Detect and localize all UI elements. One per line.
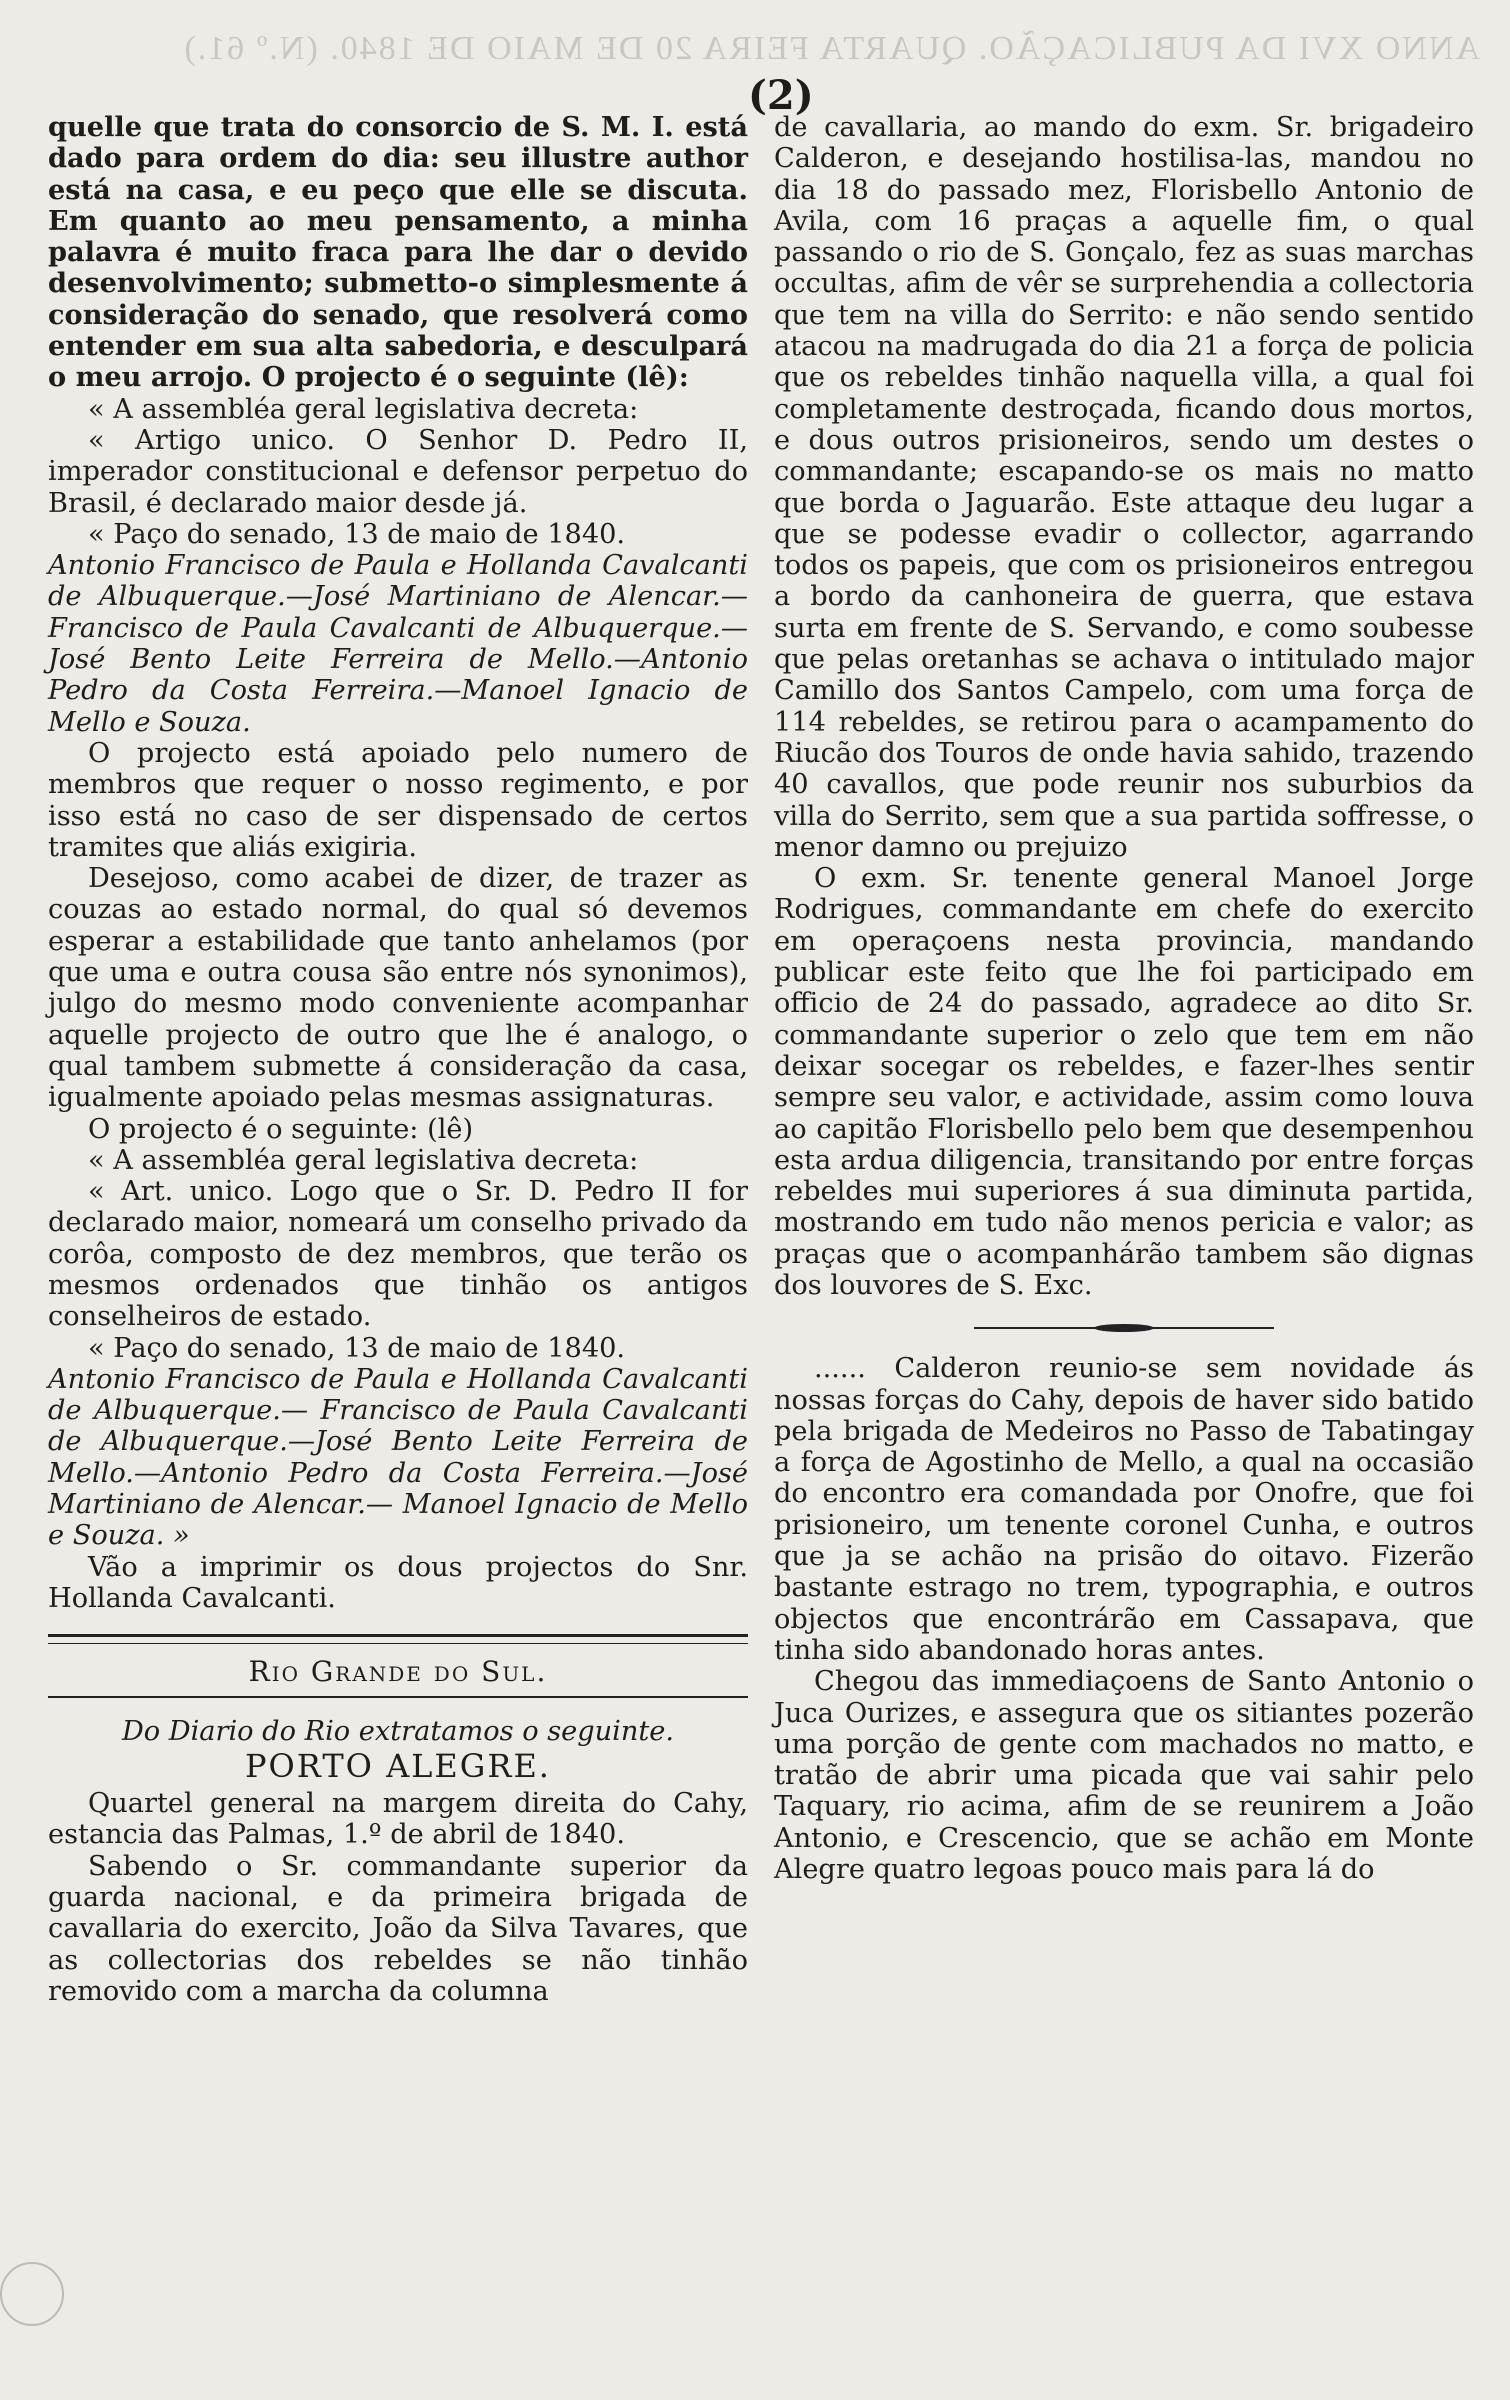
section-divider (48, 1634, 748, 1644)
paragraph: Chegou das immediaçoens de Santo Antonio o Juca Ourizes, e assegura que os sitiantes pozerão uma porção de gente com machados no matto, e tratão de abrir uma picada que vai sahir pelo Taquary, rio acima, afim de se reunirem a João Antonio, e Crescencio, que se achão em Monte Alegre quatro legoas pouco mais para lá do (774, 1666, 1474, 1886)
paragraph: Vão a imprimir os dous projectos do Snr. Hollanda Cavalcanti. (48, 1551, 748, 1614)
ornamental-divider (974, 1327, 1274, 1329)
source-line: Do Diario do Rio extratamos o seguinte. (121, 1715, 675, 1747)
right-column (774, 112, 1474, 1885)
paragraph: de cavallaria, ao mando do exm. Sr. brigadeiro Calderon, e desejando hostilisa-las, mandou no dia 18 do passado mez, Florisbello Antonio de Avila, com 16 praças a aquelle fim, o qual passando o rio de S. Gonçalo, fez as suas marchas occultas, afim de vêr se surprehendia a collectoria que tem na villa do Serrito: e não sendo sentido atacou na madrugada do dia 21 a força de policia que os rebeldes tinhão naquella villa, a qual foi completamente destroçada, ficando dous mortos, e dous outros prisioneiros, sendo um destes o commandante; escapando-se os mais no matto que borda o Jaguarão. Este attaque deu lugar a que se podesse evadir o collector, agarrando todos os papeis, que com os prisioneiros entregou a bordo da canhoneira de guerra, que estava surta em frente de S. Servando, e como soubesse que pelas oretanhas se achava o intitulado major Camillo dos Santos Campelo, com uma força de 114 rebeldes, se retirou para o acampamento do Riucão dos Touros de onde havia sahido, trazendo 40 cavallos, que pode reunir nos suburbios da villa do Serrito, sem que a sua partida soffresse, o menor damno ou prejuizo (774, 112, 1474, 863)
page-number: (2) (748, 72, 814, 119)
section-divider (48, 1696, 748, 1698)
paragraph: ...... Calderon reunio-se sem novidade ás nossas forças do Cahy, depois de haver sido batido pela brigada de Medeiros no Passo de Tabatingay a força de Agostinho de Mello, a qual na occasião do encontro era comandada por Onofre, que foi prisioneiro, um tenente coronel Cunha, e outros que ja se achão na prisão do oitavo. Fizerão bastante estrago no trem, typographia, e outros objectos que encontrárão em Cassapava, que tinha sido abandonado horas antes. (774, 1353, 1474, 1666)
dateline: Quartel general na margem direita do Cahy, estancia das Palmas, 1.º de abril de 1840. (48, 1788, 748, 1851)
decree-date: « Paço do senado, 13 de maio de 1840. (88, 1332, 626, 1364)
signatories: Antonio Francisco de Paula e Hollanda Cavalcanti de Albuquerque.— Francisco de Paula Cavalcanti de Albuquerque.—José Bento Leite Ferreira de Mello.—Antonio Pedro da Costa Ferreira.—José Martiniano de Alencar.— Manoel Ignacio de Mello e Souza. » (48, 1363, 748, 1552)
paragraph: O projecto está apoiado pelo numero de membros que requer o nosso regimento, e por isso está no caso de ser dispensado de certos tramites que aliás exigiria. (48, 737, 748, 863)
city-heading: PORTO ALEGRE. (245, 1746, 551, 1785)
paragraph: Sabendo o Sr. commandante superior da guarda nacional, e da primeira brigada de cavallaria do exercito, João da Silva Tavares, que as collectorias dos rebeldes se não tinhão removido com a marcha da columna (48, 1850, 748, 2007)
decree-opening: « A assembléa geral legislativa decreta: (88, 1144, 639, 1176)
decree-date: « Paço do senado, 13 de maio de 1840. (88, 518, 626, 550)
paper-stain (0, 2262, 64, 2326)
decree-opening: « A assembléa geral legislativa decreta: (88, 393, 639, 425)
paragraph: O exm. Sr. tenente general Manoel Jorge Rodrigues, commandante em chefe do exercito em operaçoens nesta provincia, mandando publicar este feito que lhe foi participado em officio de 24 do passado, agradece ao dito Sr. commandante superior o zelo que tem em não deixar socegar os rebeldes, e fazer-lhes sentir sempre seu valor, e actividade, assim como louva ao capitão Florisbello pelo bem que desempenhou esta ardua diligencia, transitando por entre forças rebeldes mui superiores á sua diminuta partida, mostrando em tudo não menos pericia e valor; as praças que o acompanhárão tambem são dignas dos louvores de S. Exc. (774, 863, 1474, 1301)
bleed-through-header: ANNO XVI DA PUBLICAÇÃO. QUARTA FEIRA 20 DE MAIO DE 1840. (N.º 61.) (182, 30, 1480, 67)
decree-article: « Artigo unico. O Senhor D. Pedro II, imperador constitucional e defensor perpetuo do Brasil, é declarado maior desde já. (48, 424, 748, 519)
decree-article: « Art. unico. Logo que o Sr. D. Pedro II for declarado maior, nomeará um conselho privado da corôa, composto de dez membros, que terão os mesmos ordenados que tinhão os antigos conselheiros de estado. (48, 1176, 748, 1333)
paragraph: quelle que trata do consorcio de S. M. I. está dado para ordem do dia: seu illustre author está na casa, e eu peço que elle se discuta. Em quanto ao meu pensamento, a minha palavra é muito fraca para lhe dar o devido desenvolvimento; submetto-o simplesmente á consideração do senado, que resolverá como entender em sua alta sabedoria, e desculpará o meu arrojo. O projecto é o seguinte (lê): (48, 111, 748, 394)
paragraph: Desejoso, como acabei de dizer, de trazer as couzas ao estado normal, do qual só devemos esperar a estabilidade que tanto anhelamos (por que uma e outra cousa são entre nós synonimos), julgo do mesmo modo conveniente acompanhar aquelle projecto de outro que lhe é analogo, o qual tambem submette á consideração da casa, igualmente apoiado pelas mesmas assignaturas. (48, 863, 748, 1114)
signatories: Antonio Francisco de Paula e Hollanda Cavalcanti de Albuquerque.—José Martiniano de Alencar.—Francisco de Paula Cavalcanti de Albuquerque.— José Bento Leite Ferreira de Mello.—Antonio Pedro da Costa Ferreira.—Manoel Ignacio de Mello e Souza. (48, 550, 748, 738)
section-title: Rio Grande do Sul. (248, 1655, 548, 1689)
paragraph: O projecto é o seguinte: (lê) (88, 1113, 474, 1145)
left-column (48, 112, 748, 2007)
